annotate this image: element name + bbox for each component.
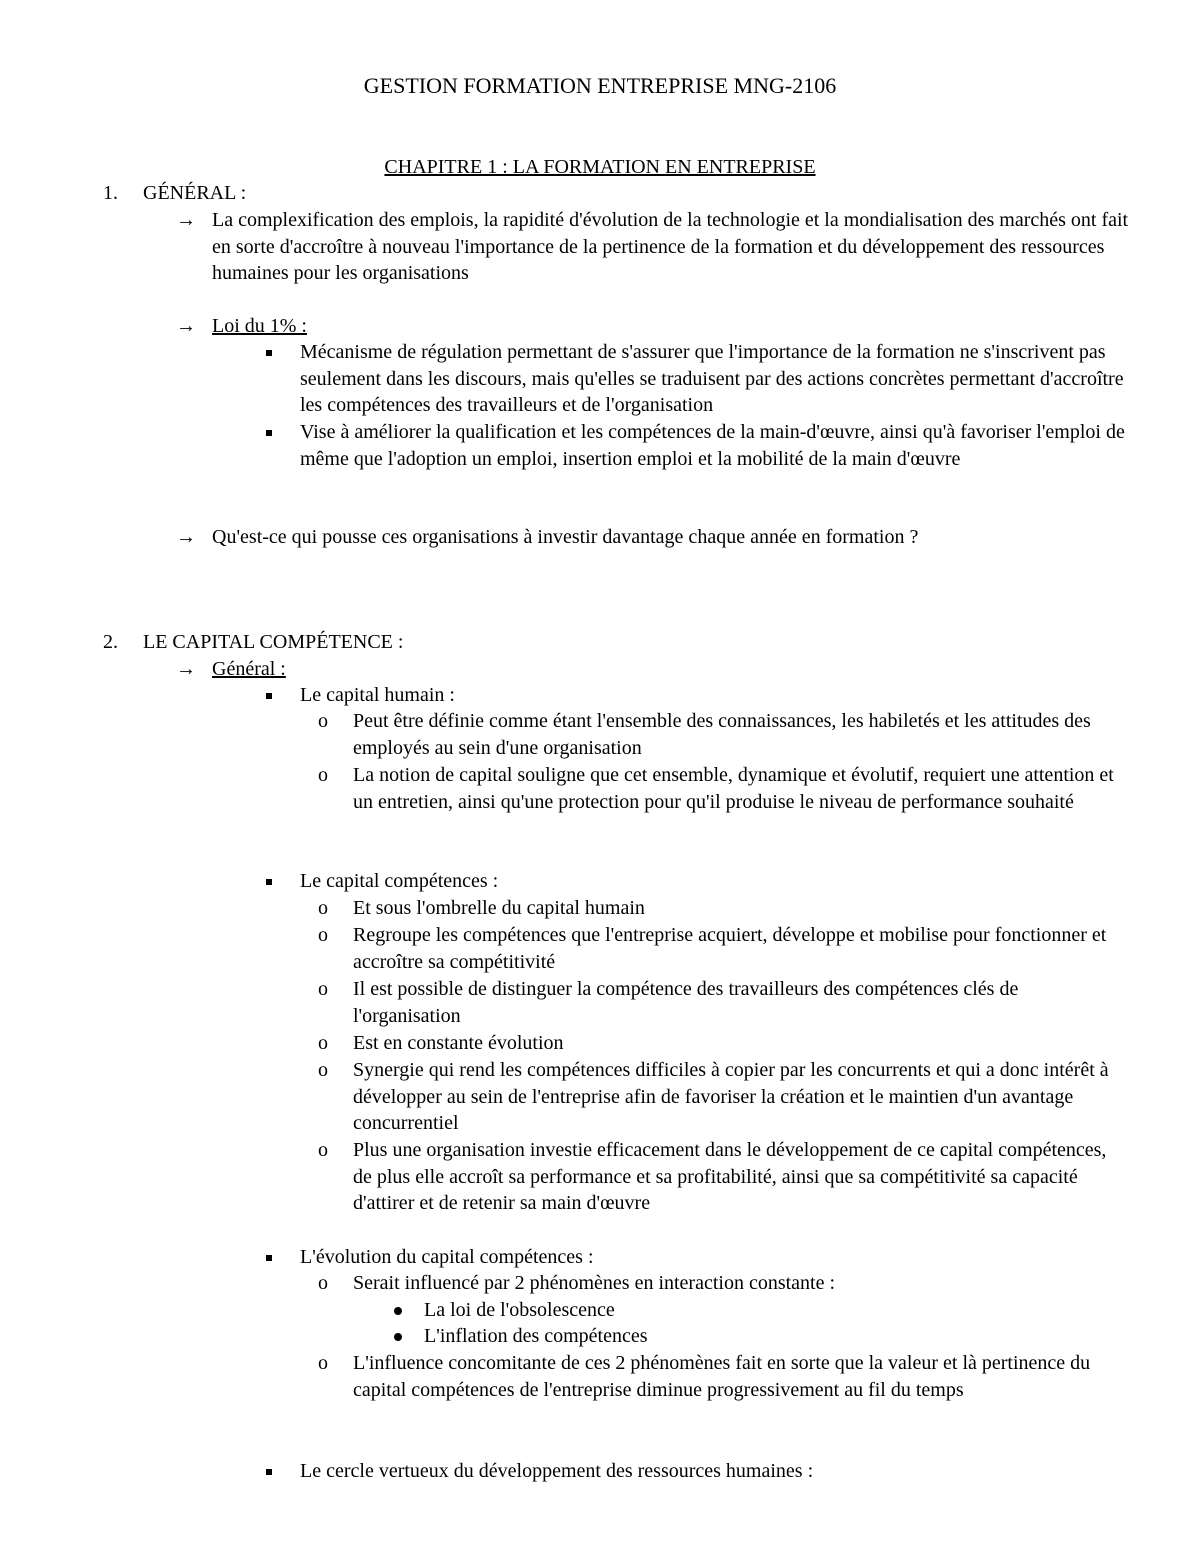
list-item bbox=[264, 1458, 1136, 1485]
evolution-label: L'évolution du capital compétences : bbox=[300, 1246, 594, 1268]
square-bullet-icon bbox=[266, 868, 272, 895]
square-bullet-icon bbox=[266, 1458, 272, 1485]
round-bullet-icon bbox=[394, 1297, 402, 1324]
circle-bullet-icon: o bbox=[318, 764, 328, 786]
list-item bbox=[318, 895, 1118, 922]
arrow-item bbox=[176, 656, 1136, 683]
circle-bullet-icon: o bbox=[318, 1059, 328, 1081]
list-item bbox=[390, 1323, 1090, 1350]
list-item bbox=[264, 339, 1136, 419]
loi-heading: Loi du 1% : bbox=[212, 315, 307, 337]
arrow-item bbox=[176, 524, 1136, 551]
sub-item-text: Et sous l'ombrelle du capital humain bbox=[353, 897, 645, 919]
document-title: GESTION FORMATION ENTREPRISE MNG-2106 bbox=[363, 73, 837, 98]
square-bullet-icon bbox=[266, 419, 272, 446]
capital-humain-label: Le capital humain : bbox=[300, 684, 455, 706]
arrow-icon: → bbox=[176, 209, 196, 231]
circle-bullet-icon: o bbox=[318, 978, 328, 1000]
bullet-text: Mécanisme de régulation permettant de s'assurer que l'importance de la formation ne s'inscrivent pas seulement dans les discours, mais qu'elles se traduisent par des actions concrètes permettant d'accroître les compétences des travailleurs et de l'organisation bbox=[300, 341, 1124, 417]
arrow-icon: → bbox=[176, 658, 196, 680]
capital-competences-label: Le capital compétences : bbox=[300, 870, 499, 892]
section-number: 2. bbox=[103, 631, 118, 653]
sub-item-text: Regroupe les compétences que l'entreprise acquiert, développe et mobilise pour fonctionner et accroître sa compétitivité bbox=[353, 924, 1107, 973]
list-item bbox=[318, 922, 1118, 975]
phenomene-text: La loi de l'obsolescence bbox=[424, 1299, 615, 1321]
list-item bbox=[318, 1137, 1118, 1217]
circle-bullet-icon: o bbox=[318, 1139, 328, 1161]
circle-bullet-icon: o bbox=[318, 710, 328, 732]
question-text: Qu'est-ce qui pousse ces organisations à investir davantage chaque année en formation ? bbox=[212, 526, 919, 548]
list-item bbox=[264, 682, 1136, 709]
list-item bbox=[390, 1297, 1090, 1324]
circle-bullet-icon: o bbox=[318, 1352, 328, 1374]
circle-bullet-icon: o bbox=[318, 897, 328, 919]
section-number: 1. bbox=[103, 182, 118, 204]
list-item bbox=[318, 762, 1118, 815]
phenomene-text: L'inflation des compétences bbox=[424, 1325, 648, 1347]
list-item bbox=[264, 1244, 1136, 1271]
arrow-icon: → bbox=[176, 526, 196, 548]
sub-item-text: Est en constante évolution bbox=[353, 1032, 564, 1054]
sub-item-text: L'influence concomitante de ces 2 phénomènes fait en sorte que la valeur et là pertinence du capital compétences de l'entreprise diminue progressivement au fil du temps bbox=[353, 1352, 1091, 1401]
sub-item-text: Synergie qui rend les compétences difficiles à copier par les concurrents et qui a donc intérêt à développer au sein de l'entreprise afin de favoriser la création et le maintien d'un avantage concurrentiel bbox=[353, 1059, 1109, 1135]
list-item bbox=[264, 419, 1136, 472]
arrow-item bbox=[176, 207, 1136, 287]
cercle-label: Le cercle vertueux du développement des ressources humaines : bbox=[300, 1460, 814, 1482]
bullet-text: Vise à améliorer la qualification et les compétences de la main-d'œuvre, ainsi qu'à favoriser l'emploi de même que l'adoption un emploi, insertion emploi et la mobilité de la main d'œuvre bbox=[300, 421, 1125, 470]
circle-bullet-icon: o bbox=[318, 1272, 328, 1294]
arrow-icon: → bbox=[176, 315, 196, 337]
sub-item-text: Il est possible de distinguer la compétence des travailleurs des compétences clés de l'organisation bbox=[353, 978, 1019, 1027]
list-item bbox=[318, 1030, 1118, 1057]
intro-paragraph: La complexification des emplois, la rapidité d'évolution de la technologie et la mondialisation des marchés ont fait en sorte d'accroître à nouveau l'importance de la pertinence de la formation et du développement des ressources humaines pour les organisations bbox=[212, 209, 1129, 285]
list-item bbox=[318, 1350, 1118, 1403]
square-bullet-icon bbox=[266, 1244, 272, 1271]
section-title: LE CAPITAL COMPÉTENCE : bbox=[143, 631, 404, 653]
list-item bbox=[318, 976, 1118, 1029]
circle-bullet-icon: o bbox=[318, 1032, 328, 1054]
arrow-item bbox=[176, 313, 1136, 340]
sub-item-text: Plus une organisation investie efficacement dans le développement de ce capital compétences, de plus elle accroît sa performance et sa profitabilité, ainsi que sa compétitivité sa capacité d'attirer et de retenir sa main d'œuvre bbox=[353, 1139, 1107, 1215]
list-item bbox=[318, 1057, 1118, 1137]
chapter-heading: CHAPITRE 1 : LA FORMATION EN ENTREPRISE bbox=[384, 156, 816, 178]
sub-item-text: La notion de capital souligne que cet ensemble, dynamique et évolutif, requiert une attention et un entretien, ainsi qu'une protection pour qu'il produise le niveau de performance souhaité bbox=[353, 764, 1114, 813]
sub-item-text: Serait influencé par 2 phénomènes en interaction constante : bbox=[353, 1272, 836, 1294]
round-bullet-icon bbox=[394, 1323, 402, 1350]
general-heading: Général : bbox=[212, 658, 286, 680]
list-item bbox=[318, 1270, 1118, 1297]
circle-bullet-icon: o bbox=[318, 924, 328, 946]
section-title: GÉNÉRAL : bbox=[143, 182, 247, 204]
square-bullet-icon bbox=[266, 682, 272, 709]
sub-item-text: Peut être définie comme étant l'ensemble des connaissances, les habiletés et les attitudes des employés au sein d'une organisation bbox=[353, 710, 1091, 759]
list-item bbox=[264, 868, 1136, 895]
square-bullet-icon bbox=[266, 339, 272, 366]
list-item bbox=[318, 708, 1118, 761]
